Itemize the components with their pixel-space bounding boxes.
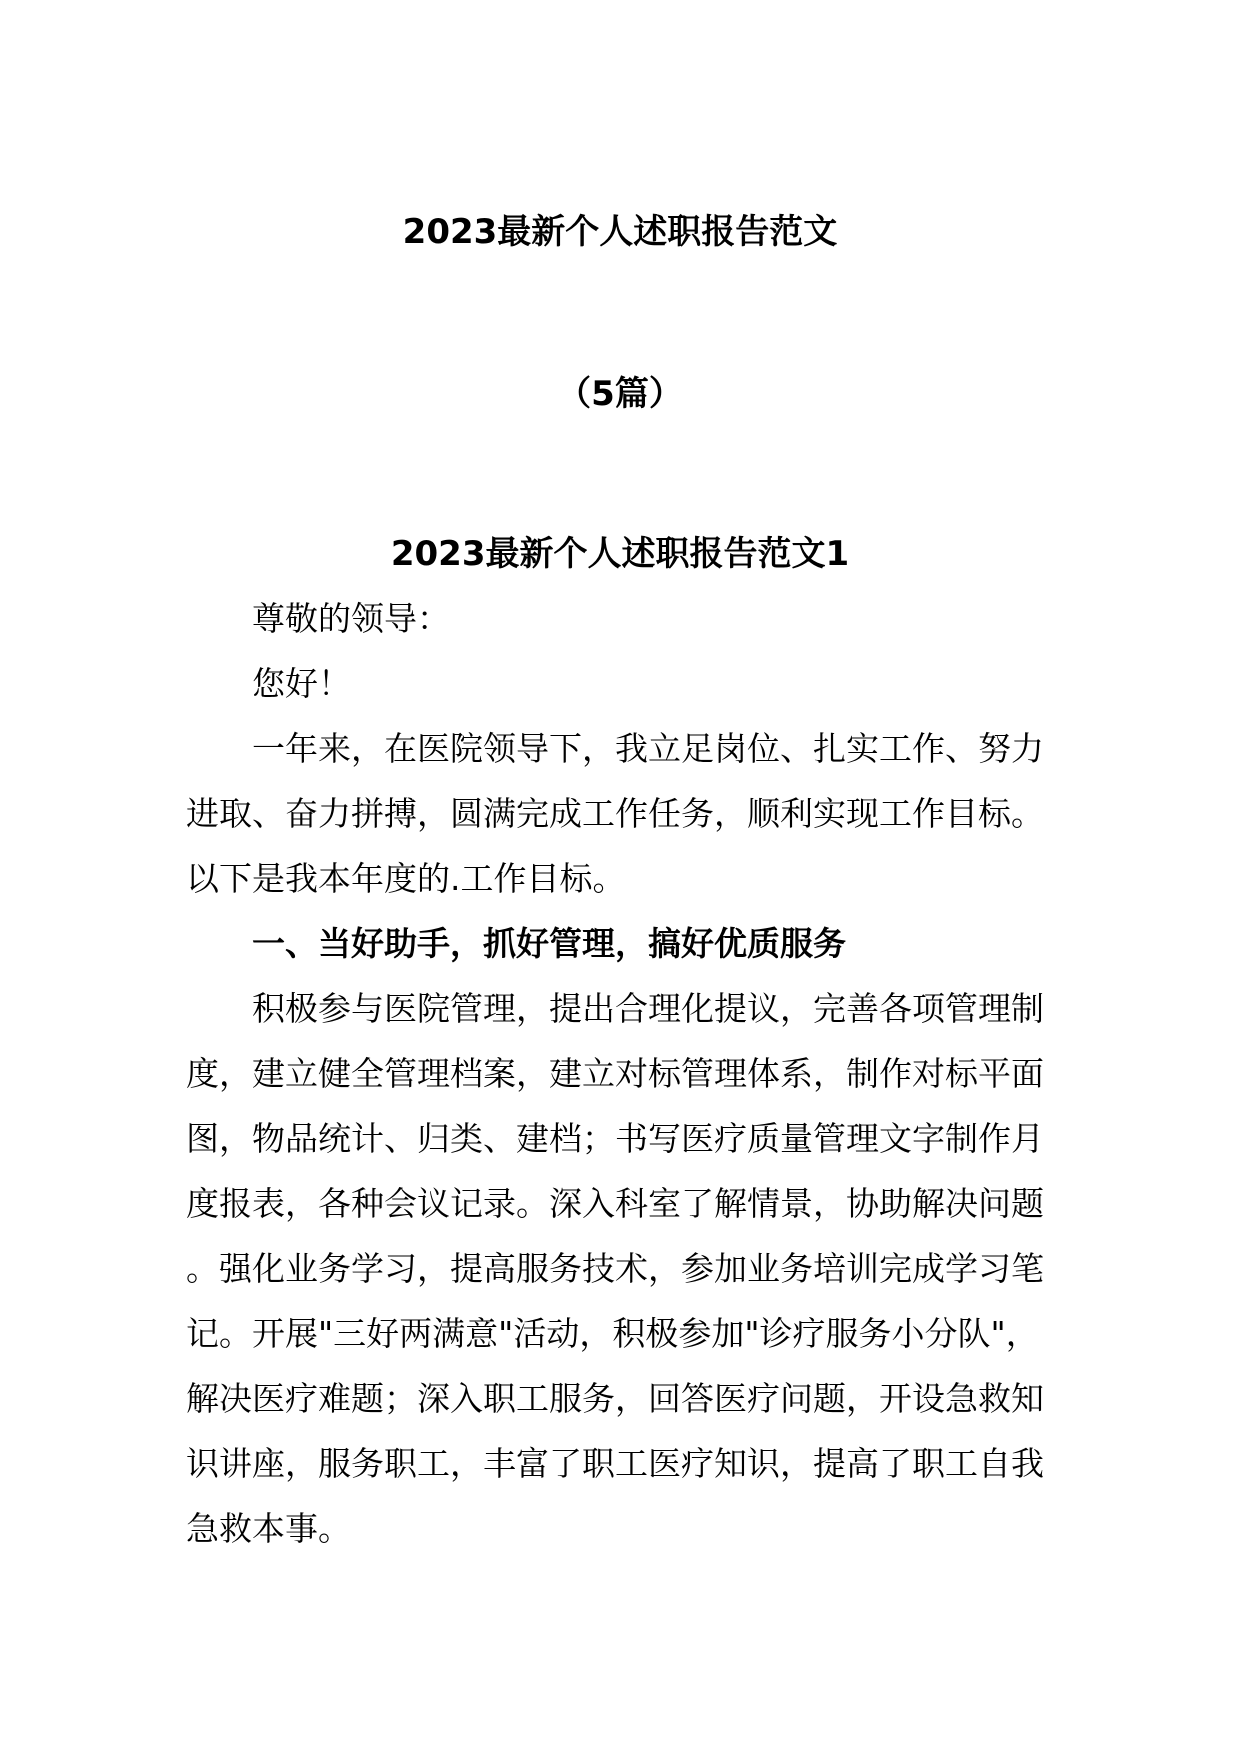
article-body bbox=[186, 586, 1066, 1561]
section-paragraph: 积极参与医院管理，提出合理化提议，完善各项管理制度，建立健全管理档案，建立对标管理体系，制作对标平面图，物品统计、归类、建档；书写医疗质量管理文字制作月度报表，各种会议记录。深入科室了解情景，协助解决问题。强化业务学习，提高服务技术，参加业务培训完成学习笔记。开展"三好两满意"活动，积极参加"诊疗服务小分队"，解决医疗难题；深入职工服务，回答医疗问题，开设急救知识讲座，服务职工，丰富了职工医疗知识，提高了职工自我急救本事。 bbox=[186, 989, 1044, 1548]
article-title: 2023最新个人述职报告范文1 bbox=[390, 534, 850, 574]
section-heading: 一、当好助手，抓好管理，搞好优质服务 bbox=[252, 924, 846, 963]
document-title: 2023最新个人述职报告范文 bbox=[402, 212, 838, 252]
document-count-label: （5篇） bbox=[557, 374, 683, 414]
greeting-paragraph: 您好！ bbox=[252, 664, 351, 703]
intro-paragraph: 一年来，在医院领导下，我立足岗位、扎实工作、努力进取、奋力拼搏，圆满完成工作任务，顺利实现工作目标。以下是我本年度的.工作目标。 bbox=[186, 729, 1044, 898]
salutation-paragraph: 尊敬的领导： bbox=[252, 599, 450, 638]
